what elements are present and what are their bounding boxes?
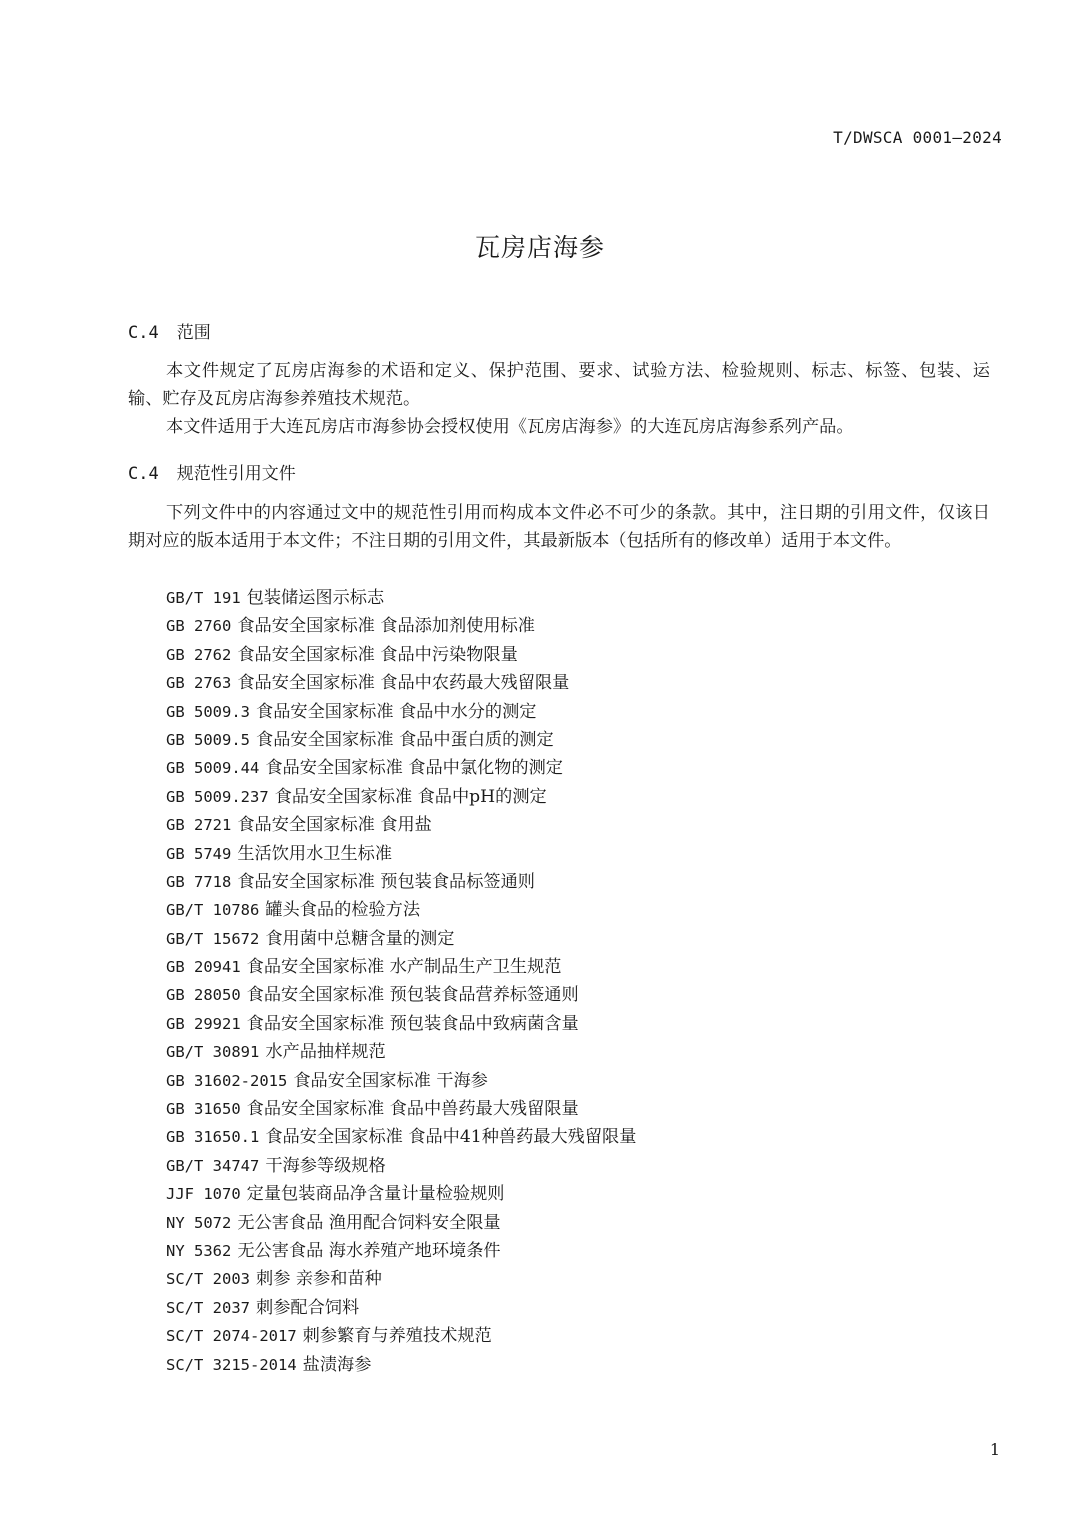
reference-title: 生活饮用水卫生标准	[237, 843, 393, 864]
section-title: 范围	[176, 323, 211, 343]
reference-item	[166, 612, 636, 640]
reference-title: 食品安全国家标准 食品中蛋白质的测定	[256, 729, 554, 750]
reference-item	[166, 1010, 636, 1038]
reference-code: GB/T 10786	[166, 901, 260, 920]
reference-code: GB 2760	[166, 617, 232, 636]
reference-code: GB 28050	[166, 986, 241, 1005]
reference-title: 食品安全国家标准 食品中兽药最大残留限量	[246, 1099, 579, 1120]
reference-item	[166, 698, 636, 726]
reference-code: GB 5749	[166, 844, 232, 863]
reference-item	[166, 896, 636, 924]
reference-code: GB 20941	[166, 958, 241, 977]
reference-item	[166, 1123, 636, 1151]
reference-item	[166, 868, 636, 896]
reference-item	[166, 726, 636, 754]
reference-code: SC/T 3215-2014	[166, 1355, 297, 1374]
reference-item	[166, 981, 636, 1009]
reference-title: 食品安全国家标准 食品中水分的测定	[256, 701, 537, 722]
reference-item	[166, 1265, 636, 1293]
reference-code: GB/T 15672	[166, 929, 260, 948]
reference-item	[166, 783, 636, 811]
section-number: C.4	[128, 323, 159, 343]
section-number: C.4	[128, 464, 159, 484]
reference-item	[166, 1322, 636, 1350]
reference-code: JJF 1070	[166, 1185, 241, 1204]
reference-code: GB 5009.5	[166, 730, 250, 749]
reference-item	[166, 811, 636, 839]
section-title: 规范性引用文件	[176, 464, 296, 484]
reference-item	[166, 669, 636, 697]
reference-code: GB/T 30891	[166, 1043, 260, 1062]
reference-title: 罐头食品的检验方法	[265, 900, 421, 921]
reference-title: 食品安全国家标准 预包装食品标签通则	[237, 871, 535, 892]
reference-title: 食品安全国家标准 食品中41种兽药最大残留限量	[265, 1127, 637, 1148]
reference-code: GB 5009.3	[166, 702, 250, 721]
reference-code: NY 5072	[166, 1213, 232, 1232]
reference-title: 食品安全国家标准 食品中pH的测定	[274, 786, 547, 807]
reference-title: 刺参配合饲料	[256, 1297, 360, 1318]
reference-title: 食品安全国家标准 预包装食品中致病菌含量	[246, 1013, 579, 1034]
reference-code: GB 7718	[166, 872, 232, 891]
reference-title: 食用菌中总糖含量的测定	[265, 928, 455, 949]
reference-code: GB 5009.237	[166, 787, 269, 806]
reference-item	[166, 1038, 636, 1066]
reference-code: SC/T 2074-2017	[166, 1327, 297, 1346]
section-heading-normative-refs	[128, 459, 296, 484]
reference-title: 无公害食品 渔用配合饲料安全限量	[237, 1212, 501, 1233]
reference-code: GB 29921	[166, 1014, 241, 1033]
reference-title: 食品安全国家标准 食品中农药最大残留限量	[237, 673, 570, 694]
reference-item	[166, 754, 636, 782]
reference-code: GB/T 191	[166, 589, 241, 607]
reference-code: GB 2762	[166, 645, 232, 664]
reference-title: 定量包装商品净含量计量检验规则	[246, 1184, 505, 1205]
reference-item	[166, 1095, 636, 1123]
reference-code: GB 31650	[166, 1100, 241, 1119]
section-heading-scope	[128, 318, 211, 343]
scope-paragraph-2: 本文件适用于大连瓦房店市海参协会授权使用《瓦房店海参》的大连瓦房店海参系列产品。	[166, 417, 854, 437]
reference-item	[166, 1237, 636, 1265]
reference-title: 食品安全国家标准 预包装食品营养标签通则	[246, 985, 579, 1006]
reference-title: 食品安全国家标准 干海参	[293, 1070, 488, 1091]
reference-item	[166, 953, 636, 981]
page-number: 1	[989, 1440, 1000, 1459]
reference-item	[166, 840, 636, 868]
scope-paragraph-1: 本文件规定了瓦房店海参的术语和定义、保护范围、要求、试验方法、检验规则、标志、标签、包装、运输、贮存及瓦房店海参养殖技术规范。	[128, 361, 990, 409]
reference-title: 包装储运图示标志	[246, 588, 385, 608]
reference-title: 食品安全国家标准 水产制品生产卫生规范	[246, 957, 562, 978]
reference-item	[166, 1180, 636, 1208]
reference-list	[166, 584, 636, 1379]
normative-refs-intro: 下列文件中的内容通过文中的规范性引用而构成本文件必不可少的条款。其中，注日期的引用文件，仅该日期对应的版本适用于本文件；不注日期的引用文件，其最新版本（包括所有的修改单）适用于本文件。	[128, 503, 990, 551]
reference-item	[166, 1152, 636, 1180]
reference-title: 干海参等级规格	[265, 1155, 386, 1176]
reference-code: GB/T 34747	[166, 1156, 260, 1175]
reference-code: GB 31602-2015	[166, 1071, 288, 1090]
reference-title: 水产品抽样规范	[265, 1042, 386, 1063]
reference-title: 食品安全国家标准 食品中氯化物的测定	[265, 758, 563, 779]
reference-item	[166, 1209, 636, 1237]
reference-code: SC/T 2037	[166, 1298, 250, 1317]
reference-title: 刺参 亲参和苗种	[256, 1269, 382, 1290]
reference-title: 刺参繁育与养殖技术规范	[302, 1326, 492, 1347]
reference-item	[166, 925, 636, 953]
reference-code: NY 5362	[166, 1241, 232, 1260]
reference-title: 食品安全国家标准 食用盐	[237, 815, 432, 836]
reference-code: GB 31650.1	[166, 1128, 260, 1147]
document-title: 瓦房店海参	[474, 233, 605, 262]
reference-code: GB 5009.44	[166, 759, 260, 778]
reference-title: 食品安全国家标准 食品添加剂使用标准	[237, 616, 535, 637]
reference-item	[166, 1294, 636, 1322]
document-code: T/DWSCA 0001—2024	[833, 128, 1002, 147]
reference-code: GB 2763	[166, 674, 232, 693]
reference-code: GB 2721	[166, 816, 232, 835]
reference-item	[166, 584, 636, 612]
reference-title: 无公害食品 海水养殖产地环境条件	[237, 1240, 501, 1261]
reference-item	[166, 1067, 636, 1095]
reference-code: SC/T 2003	[166, 1270, 250, 1289]
reference-title: 盐渍海参	[302, 1354, 372, 1375]
reference-title: 食品安全国家标准 食品中污染物限量	[237, 644, 518, 665]
reference-item	[166, 1351, 636, 1379]
reference-item	[166, 641, 636, 669]
